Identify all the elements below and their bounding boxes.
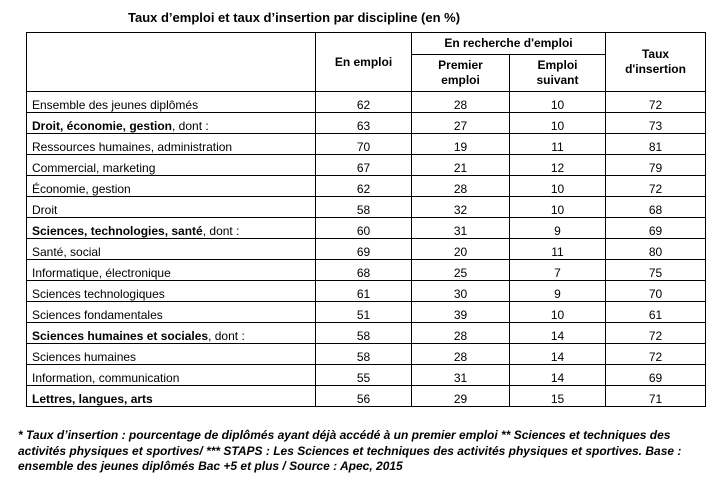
taux-insertion-cell: 71: [606, 386, 706, 407]
emploi-suivant-cell: 14: [510, 344, 606, 365]
emploi-suivant-cell: 9: [510, 218, 606, 239]
en-emploi-cell: 61: [316, 281, 412, 302]
en-emploi-cell: 58: [316, 323, 412, 344]
premier-emploi-cell: 28: [412, 92, 510, 113]
table-row: [27, 92, 706, 113]
taux-insertion-cell: 70: [606, 281, 706, 302]
taux-insertion-cell: 72: [606, 176, 706, 197]
en-emploi-cell: 58: [316, 344, 412, 365]
discipline-cell: [27, 92, 316, 113]
table-row: [27, 134, 706, 155]
taux-insertion-cell: 79: [606, 155, 706, 176]
table-title: Taux d’emploi et taux d’insertion par discipline (en %): [128, 10, 461, 25]
discipline-cell: [27, 218, 316, 239]
discipline-name: Sciences technologiques: [32, 287, 165, 301]
discipline-cell: [27, 302, 316, 323]
premier-emploi-cell: 19: [412, 134, 510, 155]
taux-insertion-cell: 72: [606, 344, 706, 365]
discipline-suffix: , dont :: [202, 224, 240, 238]
emploi-suivant-cell: 10: [510, 176, 606, 197]
discipline-name: Droit: [32, 203, 58, 217]
premier-emploi-cell: 32: [412, 197, 510, 218]
discipline-name: Économie, gestion: [32, 182, 131, 196]
table-row: [27, 365, 706, 386]
premier-emploi-cell: 25: [412, 260, 510, 281]
en-emploi-cell: 51: [316, 302, 412, 323]
emploi-suivant-cell: 15: [510, 386, 606, 407]
emploi-suivant-cell: 10: [510, 92, 606, 113]
taux-insertion-cell: 72: [606, 323, 706, 344]
taux-insertion-cell: 68: [606, 197, 706, 218]
en-emploi-cell: 69: [316, 239, 412, 260]
discipline-cell: [27, 197, 316, 218]
table-body: [27, 92, 706, 407]
premier-emploi-cell: 28: [412, 176, 510, 197]
premier-emploi-cell: 28: [412, 344, 510, 365]
discipline-cell: [27, 239, 316, 260]
discipline-name: Ressources humaines, administration: [32, 140, 233, 154]
emploi-suivant-cell: 10: [510, 302, 606, 323]
emploi-suivant-cell: 11: [510, 239, 606, 260]
taux-insertion-cell: 69: [606, 365, 706, 386]
premier-emploi-cell: 31: [412, 365, 510, 386]
discipline-name: Sciences fondamentales: [32, 308, 163, 322]
premier-emploi-cell: 39: [412, 302, 510, 323]
en-emploi-cell: 60: [316, 218, 412, 239]
discipline-cell: [27, 176, 316, 197]
discipline-cell: [27, 344, 316, 365]
taux-insertion-cell: 80: [606, 239, 706, 260]
header-discipline: [27, 33, 316, 92]
premier-emploi-cell: 21: [412, 155, 510, 176]
taux-insertion-cell: 81: [606, 134, 706, 155]
table-row: [27, 218, 706, 239]
premier-emploi-cell: 27: [412, 113, 510, 134]
en-emploi-cell: 70: [316, 134, 412, 155]
discipline-cell: [27, 281, 316, 302]
header-en-emploi: En emploi: [316, 33, 412, 92]
discipline-cell: [27, 155, 316, 176]
discipline-name: Sciences, technologies, santé: [32, 224, 203, 238]
taux-insertion-cell: 73: [606, 113, 706, 134]
footnote: * Taux d’insertion : pourcentage de diplômés ayant déjà accédé à un premier emploi ** Sciences et techniques des activités physiques et sportives/ *** STAPS : Les Sciences et techniques des activités physiques et sportives. Base : ensemble des jeunes diplômés Bac +5 et plus / Source : Apec, 2015: [18, 428, 682, 473]
discipline-cell: [27, 365, 316, 386]
header-en-recherche: En recherche d'emploi: [412, 33, 606, 55]
header-taux-insertion: Taux d'insertion: [606, 33, 706, 92]
discipline-name: Ensemble des jeunes diplômés: [32, 98, 199, 112]
premier-emploi-cell: 28: [412, 323, 510, 344]
table-row: [27, 386, 706, 407]
table-row: [27, 260, 706, 281]
emploi-suivant-cell: 14: [510, 323, 606, 344]
premier-emploi-cell: 31: [412, 218, 510, 239]
discipline-name: Commercial, marketing: [32, 161, 156, 175]
taux-insertion-cell: 69: [606, 218, 706, 239]
table-row: [27, 281, 706, 302]
insertion-table: [26, 32, 706, 407]
header-emploi-suivant: Emploi suivant: [510, 55, 606, 92]
header-premier-emploi: Premier emploi: [412, 55, 510, 92]
en-emploi-cell: 62: [316, 92, 412, 113]
discipline-suffix: , dont :: [208, 329, 245, 343]
en-emploi-cell: 55: [316, 365, 412, 386]
taux-insertion-cell: 72: [606, 92, 706, 113]
discipline-cell: [27, 134, 316, 155]
table-row: [27, 302, 706, 323]
discipline-name: Sciences humaines: [32, 350, 137, 364]
taux-insertion-cell: 61: [606, 302, 706, 323]
discipline-name: Informatique, électronique: [32, 266, 171, 280]
premier-emploi-cell: 29: [412, 386, 510, 407]
discipline-name: Lettres, langues, arts: [32, 392, 153, 406]
discipline-cell: [27, 323, 316, 344]
table-row: [27, 344, 706, 365]
discipline-cell: [27, 260, 316, 281]
discipline-name: Droit, économie, gestion: [32, 119, 173, 133]
table-row: [27, 197, 706, 218]
emploi-suivant-cell: 10: [510, 113, 606, 134]
en-emploi-cell: 58: [316, 197, 412, 218]
discipline-name: Sciences humaines et sociales: [32, 329, 209, 343]
en-emploi-cell: 67: [316, 155, 412, 176]
premier-emploi-cell: 30: [412, 281, 510, 302]
en-emploi-cell: 68: [316, 260, 412, 281]
emploi-suivant-cell: 7: [510, 260, 606, 281]
premier-emploi-cell: 20: [412, 239, 510, 260]
discipline-suffix: , dont :: [172, 119, 209, 133]
discipline-cell: [27, 386, 316, 407]
discipline-name: Information, communication: [32, 371, 180, 385]
en-emploi-cell: 63: [316, 113, 412, 134]
table-row: [27, 113, 706, 134]
en-emploi-cell: 62: [316, 176, 412, 197]
table-row: [27, 155, 706, 176]
en-emploi-cell: 56: [316, 386, 412, 407]
emploi-suivant-cell: 9: [510, 281, 606, 302]
table-row: [27, 323, 706, 344]
emploi-suivant-cell: 14: [510, 365, 606, 386]
emploi-suivant-cell: 12: [510, 155, 606, 176]
table-row: [27, 176, 706, 197]
table-header: [27, 33, 706, 92]
emploi-suivant-cell: 11: [510, 134, 606, 155]
discipline-name: Santé, social: [32, 245, 101, 259]
table-row: [27, 239, 706, 260]
taux-insertion-cell: 75: [606, 260, 706, 281]
emploi-suivant-cell: 10: [510, 197, 606, 218]
discipline-cell: [27, 113, 316, 134]
